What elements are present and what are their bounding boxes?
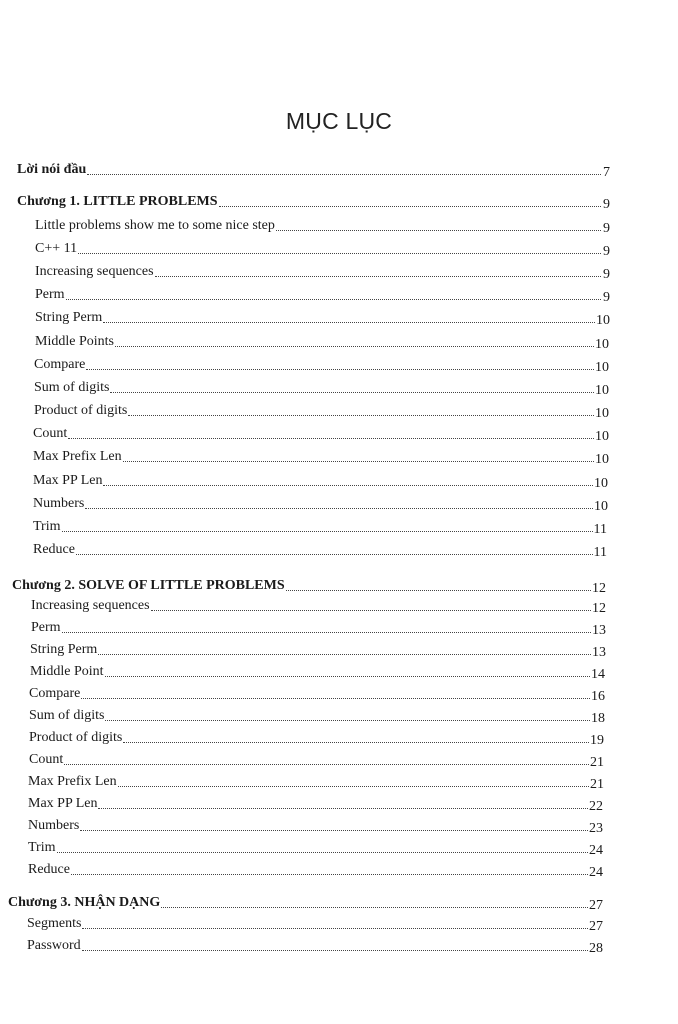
- entry-label: Chương 2. SOLVE OF LITTLE PROBLEMS: [12, 578, 285, 593]
- entry-label: Trim: [28, 840, 56, 855]
- entry-page: 24: [589, 843, 603, 858]
- leader-dots: [98, 807, 588, 809]
- entry-page: 24: [589, 865, 603, 880]
- entry-label: Little problems show me to some nice step: [35, 218, 275, 233]
- entry-page: 10: [594, 476, 608, 491]
- entry-page: 27: [589, 919, 603, 934]
- leader-dots: [76, 553, 593, 555]
- entry-label: Chương 3. NHẬN DẠNG: [8, 895, 161, 910]
- leader-dots: [86, 368, 594, 370]
- toc-entry[interactable]: [35, 308, 610, 326]
- toc-entry[interactable]: [35, 262, 610, 280]
- entry-page: 11: [593, 545, 607, 560]
- toc-entry[interactable]: [35, 285, 610, 303]
- toc-entry[interactable]: [33, 494, 608, 512]
- entry-page: 21: [590, 777, 604, 792]
- entry-page: 28: [589, 941, 603, 956]
- toc-entry[interactable]: [29, 684, 605, 702]
- entry-label: Increasing sequences: [35, 264, 154, 279]
- leader-dots: [103, 484, 593, 486]
- toc-entry-preface[interactable]: [17, 160, 610, 178]
- entry-label: Middle Points: [35, 334, 114, 349]
- toc-entry[interactable]: [29, 750, 604, 768]
- leader-dots: [128, 414, 594, 416]
- entry-page: 10: [595, 383, 609, 398]
- entry-label: Max Prefix Len: [28, 774, 117, 789]
- entry-label: String Perm: [35, 310, 103, 325]
- leader-dots: [105, 675, 590, 677]
- entry-label: Compare: [29, 686, 81, 701]
- entry-label: Numbers: [33, 496, 85, 511]
- leader-dots: [78, 252, 601, 254]
- toc-entry[interactable]: [28, 772, 604, 790]
- entry-page: 27: [589, 898, 603, 913]
- leader-dots: [151, 609, 591, 611]
- entry-page: 9: [603, 244, 610, 259]
- toc-entry[interactable]: [33, 447, 609, 465]
- toc-entry[interactable]: [27, 914, 603, 932]
- entry-page: 12: [592, 581, 606, 596]
- entry-page: 10: [595, 452, 609, 467]
- entry-label: Increasing sequences: [31, 598, 150, 613]
- entry-page: 10: [596, 313, 610, 328]
- entry-label: Product of digits: [29, 730, 123, 745]
- toc-entry[interactable]: [29, 728, 604, 746]
- leader-dots: [98, 653, 591, 655]
- entry-label: Reduce: [28, 862, 70, 877]
- leader-dots: [66, 298, 601, 300]
- entry-label: Password: [27, 938, 81, 953]
- entry-label: Numbers: [28, 818, 80, 833]
- leader-dots: [286, 589, 591, 591]
- toc-entry[interactable]: [30, 662, 605, 680]
- toc-entry[interactable]: [30, 640, 606, 658]
- leader-dots: [276, 229, 601, 231]
- leader-dots: [80, 829, 588, 831]
- entry-page: 18: [591, 711, 605, 726]
- toc-entry-chapter-3[interactable]: [8, 893, 603, 911]
- entry-page: 21: [590, 755, 604, 770]
- leader-dots: [110, 391, 594, 393]
- entry-label: Trim: [33, 519, 61, 534]
- entry-label: String Perm: [30, 642, 98, 657]
- toc-entry[interactable]: [34, 378, 609, 396]
- leader-dots: [57, 851, 588, 853]
- entry-page: 12: [592, 601, 606, 616]
- entry-page: 13: [592, 645, 606, 660]
- leader-dots: [87, 173, 601, 175]
- toc-entry[interactable]: [27, 936, 603, 954]
- toc-entry[interactable]: [31, 618, 606, 636]
- leader-dots: [115, 345, 594, 347]
- toc-entry[interactable]: [35, 239, 610, 257]
- entry-label: Lời nói đầu: [17, 162, 87, 177]
- entry-label: C++ 11: [35, 241, 78, 256]
- entry-page: 13: [592, 623, 606, 638]
- entry-page: 11: [593, 522, 607, 537]
- entry-label: Max PP Len: [33, 473, 103, 488]
- leader-dots: [105, 719, 590, 721]
- toc-entry[interactable]: [28, 860, 603, 878]
- entry-page: 7: [603, 165, 610, 180]
- toc-entry[interactable]: [35, 216, 610, 234]
- leader-dots: [103, 321, 595, 323]
- leader-dots: [123, 460, 594, 462]
- entry-page: 10: [595, 360, 609, 375]
- toc-entry[interactable]: [33, 471, 608, 489]
- toc-entry[interactable]: [29, 706, 605, 724]
- toc-entry[interactable]: [33, 517, 607, 535]
- entry-label: Middle Point: [30, 664, 104, 679]
- entry-page: 22: [589, 799, 603, 814]
- entry-label: Compare: [34, 357, 86, 372]
- toc-entry[interactable]: [28, 816, 603, 834]
- leader-dots: [82, 927, 588, 929]
- leader-dots: [81, 697, 590, 699]
- leader-dots: [68, 437, 594, 439]
- entry-label: Segments: [27, 916, 82, 931]
- toc-entry[interactable]: [31, 596, 606, 614]
- leader-dots: [62, 530, 593, 532]
- leader-dots: [71, 873, 588, 875]
- entry-label: Max Prefix Len: [33, 449, 122, 464]
- entry-page: 10: [595, 406, 609, 421]
- toc-entry[interactable]: [35, 332, 609, 350]
- entry-label: Count: [33, 426, 68, 441]
- entry-label: Max PP Len: [28, 796, 98, 811]
- leader-dots: [123, 741, 589, 743]
- toc-entry[interactable]: [34, 355, 609, 373]
- toc-entry[interactable]: [33, 424, 609, 442]
- leader-dots: [64, 763, 589, 765]
- entry-label: Count: [29, 752, 64, 767]
- leader-dots: [161, 906, 588, 908]
- page-title: MỤC LỤC: [285, 108, 393, 134]
- entry-label: Product of digits: [34, 403, 128, 418]
- entry-page: 14: [591, 667, 605, 682]
- entry-page: 9: [603, 267, 610, 282]
- entry-label: Perm: [35, 287, 65, 302]
- entry-page: 9: [603, 290, 610, 305]
- entry-label: Perm: [31, 620, 61, 635]
- leader-dots: [85, 507, 593, 509]
- entry-label: Sum of digits: [29, 708, 105, 723]
- entry-label: Chương 1. LITTLE PROBLEMS: [17, 194, 218, 209]
- entry-page: 10: [595, 337, 609, 352]
- entry-page: 23: [589, 821, 603, 836]
- toc-entry[interactable]: [34, 401, 609, 419]
- toc-entry-chapter-2[interactable]: [12, 576, 606, 594]
- toc-entry[interactable]: [28, 838, 603, 856]
- entry-label: Reduce: [33, 542, 75, 557]
- leader-dots: [62, 631, 591, 633]
- entry-label: Sum of digits: [34, 380, 110, 395]
- toc-entry[interactable]: [28, 794, 603, 812]
- entry-page: 9: [603, 197, 610, 212]
- entry-page: 10: [594, 499, 608, 514]
- leader-dots: [82, 949, 588, 951]
- leader-dots: [118, 785, 589, 787]
- toc-entry-chapter-1[interactable]: [17, 192, 610, 210]
- entry-page: 19: [590, 733, 604, 748]
- entry-page: 16: [591, 689, 605, 704]
- leader-dots: [219, 205, 601, 207]
- leader-dots: [155, 275, 601, 277]
- entry-page: 10: [595, 429, 609, 444]
- entry-page: 9: [603, 221, 610, 236]
- toc-entry[interactable]: [33, 540, 607, 558]
